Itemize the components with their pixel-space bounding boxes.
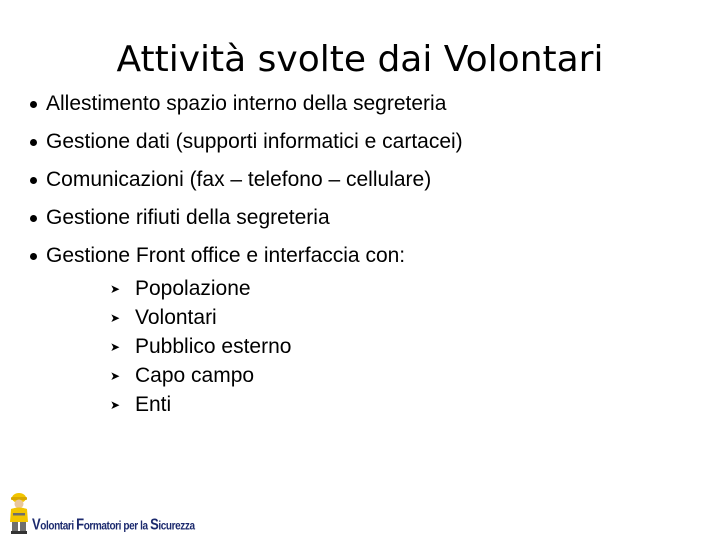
bullet-dot-icon	[30, 139, 37, 146]
arrowhead-right-icon: ➤	[110, 282, 121, 296]
bullet-dot-icon	[30, 177, 37, 184]
sub-bullet-list	[46, 274, 704, 419]
bullet-item	[24, 86, 704, 122]
sub-bullet-text: Popolazione	[135, 277, 251, 300]
sub-bullet-item	[110, 361, 704, 390]
bullet-dot-icon	[30, 253, 37, 260]
sub-bullet-item	[110, 332, 704, 361]
bullet-item	[24, 124, 704, 160]
arrowhead-right-icon: ➤	[110, 398, 121, 412]
sub-bullet-text: Enti	[135, 393, 172, 416]
sub-bullet-item	[110, 390, 704, 419]
sub-bullet-item	[110, 303, 704, 332]
organization-logo	[6, 488, 195, 536]
bullet-text: Allestimento spazio interno della segreteria	[46, 92, 447, 115]
sub-bullet-text: Pubblico esterno	[135, 335, 292, 358]
sub-bullet-text: Volontari	[135, 306, 217, 329]
bullet-text: Gestione dati (supporti informatici e cartacei)	[46, 130, 463, 153]
bullet-text: Gestione Front office e interfaccia con:	[46, 244, 406, 267]
bullet-item	[24, 162, 704, 198]
bullet-text: Comunicazioni (fax – telefono – cellulare)	[46, 168, 432, 191]
sub-bullet-item	[110, 274, 704, 303]
bullet-item	[24, 238, 704, 419]
bullet-text: Gestione rifiuti della segreteria	[46, 206, 330, 229]
logo-wordmark: Volontari Formatori per la Sicurezza	[32, 515, 195, 533]
bullet-list	[24, 86, 704, 421]
bullet-dot-icon	[30, 101, 37, 108]
sub-bullet-text: Capo campo	[135, 364, 255, 387]
arrowhead-right-icon: ➤	[110, 369, 121, 383]
arrowhead-right-icon: ➤	[110, 340, 121, 354]
slide-title: Attività svolte dai Volontari	[116, 39, 604, 81]
arrowhead-right-icon: ➤	[110, 311, 121, 325]
bullet-dot-icon	[30, 215, 37, 222]
volunteer-figure-icon	[6, 492, 32, 534]
bullet-item	[24, 200, 704, 236]
